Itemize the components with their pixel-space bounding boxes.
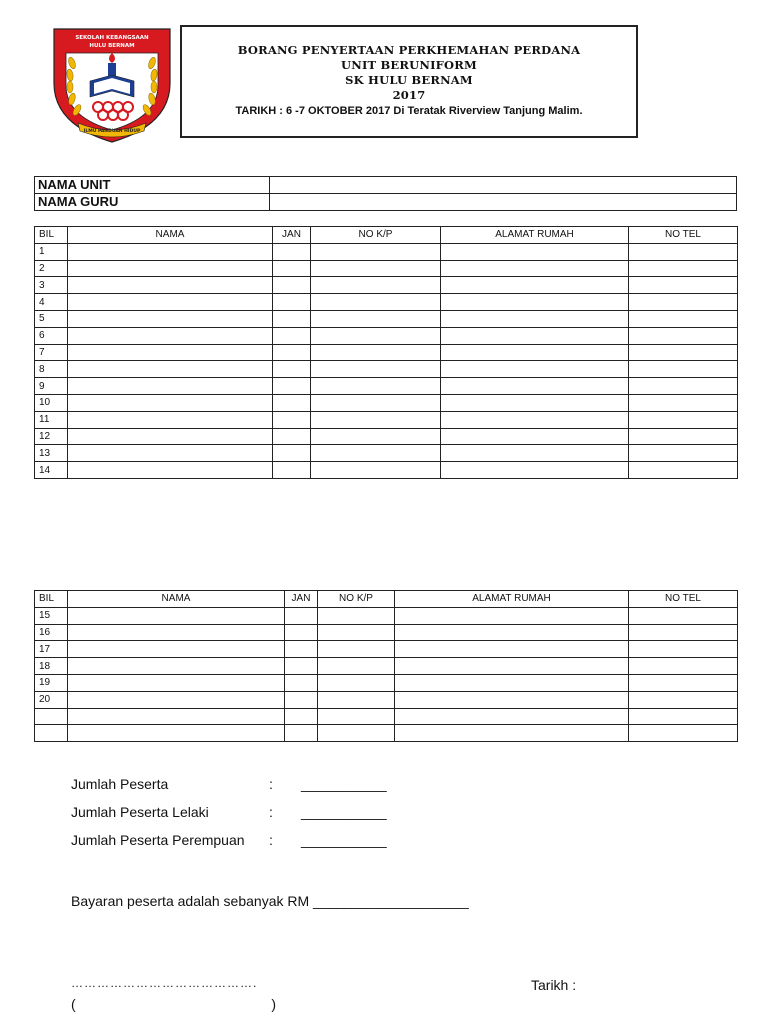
crest-mid-text: HULU BERNAM (89, 43, 135, 49)
nama-cell[interactable] (68, 708, 285, 725)
alamat-cell[interactable] (395, 674, 629, 691)
alamat-cell[interactable] (441, 310, 629, 327)
payment-statement: Bayaran peserta adalah sebanyak RM ____________________ (71, 893, 469, 909)
unit-name-row (35, 177, 737, 194)
jan-cell[interactable] (273, 310, 311, 327)
nama-cell[interactable] (68, 394, 273, 411)
nama-cell[interactable] (68, 624, 285, 641)
notel-cell[interactable] (629, 327, 738, 344)
signature-line[interactable]: ……………………………………. (71, 976, 258, 990)
notel-cell[interactable] (629, 344, 738, 361)
bil-cell: 4 (35, 294, 68, 311)
bil-cell: 7 (35, 344, 68, 361)
col-header-notel: NO TEL (629, 591, 738, 608)
jan-cell[interactable] (273, 277, 311, 294)
table-row (35, 607, 738, 624)
jan-cell[interactable] (285, 674, 318, 691)
alamat-cell[interactable] (441, 378, 629, 395)
colon: : (269, 776, 273, 792)
nama-cell[interactable] (68, 428, 273, 445)
male-participants-field[interactable]: ___________ (301, 804, 387, 820)
nama-cell[interactable] (68, 462, 273, 479)
notel-cell[interactable] (629, 624, 738, 641)
nokp-cell[interactable] (311, 445, 441, 462)
nokp-cell[interactable] (318, 691, 395, 708)
notel-cell[interactable] (629, 445, 738, 462)
table-row (35, 394, 738, 411)
alamat-cell[interactable] (441, 260, 629, 277)
form-event-date: TARIKH : 6 -7 OKTOBER 2017 Di Teratak Riverview Tanjung Malim. (235, 105, 583, 117)
nokp-cell[interactable] (318, 607, 395, 624)
nokp-cell[interactable] (318, 624, 395, 641)
col-header-alamat: ALAMAT RUMAH (441, 227, 629, 244)
nokp-cell[interactable] (318, 725, 395, 742)
table-row (35, 260, 738, 277)
total-participants-field[interactable]: ___________ (301, 776, 387, 792)
colon: : (269, 804, 273, 820)
nokp-cell[interactable] (311, 260, 441, 277)
notel-cell[interactable] (629, 378, 738, 395)
bil-cell: 3 (35, 277, 68, 294)
nama-cell[interactable] (68, 361, 273, 378)
table-row (35, 310, 738, 327)
bil-cell: 15 (35, 607, 68, 624)
nokp-cell[interactable] (311, 428, 441, 445)
bil-cell: 10 (35, 394, 68, 411)
jan-cell[interactable] (285, 708, 318, 725)
notel-cell[interactable] (629, 310, 738, 327)
jan-cell[interactable] (285, 641, 318, 658)
alamat-cell[interactable] (441, 327, 629, 344)
bil-cell: 2 (35, 260, 68, 277)
notel-cell[interactable] (629, 243, 738, 260)
col-header-bil: BIL (35, 591, 68, 608)
table-row (35, 708, 738, 725)
notel-cell[interactable] (629, 607, 738, 624)
teacher-name-field[interactable] (270, 194, 737, 211)
notel-cell[interactable] (629, 691, 738, 708)
notel-cell[interactable] (629, 725, 738, 742)
nokp-cell[interactable] (318, 658, 395, 675)
jan-cell[interactable] (285, 691, 318, 708)
notel-cell[interactable] (629, 277, 738, 294)
nama-cell[interactable] (68, 344, 273, 361)
col-header-notel: NO TEL (629, 227, 738, 244)
jan-cell[interactable] (273, 361, 311, 378)
notel-cell[interactable] (629, 428, 738, 445)
form-unit: UNIT BERUNIFORM (341, 58, 477, 72)
notel-cell[interactable] (629, 394, 738, 411)
bil-cell: 8 (35, 361, 68, 378)
jan-cell[interactable] (273, 462, 311, 479)
nama-cell[interactable] (68, 641, 285, 658)
nokp-cell[interactable] (311, 243, 441, 260)
date-label: Tarikh : (531, 977, 577, 993)
nama-cell[interactable] (68, 243, 273, 260)
nama-cell[interactable] (68, 691, 285, 708)
nokp-cell[interactable] (311, 277, 441, 294)
nokp-cell[interactable] (311, 462, 441, 479)
bil-cell: 11 (35, 411, 68, 428)
jan-cell[interactable] (273, 243, 311, 260)
table-row (35, 361, 738, 378)
nokp-cell[interactable] (311, 411, 441, 428)
table-row (35, 428, 738, 445)
colon: : (269, 832, 273, 848)
table-row (35, 462, 738, 479)
alamat-cell[interactable] (395, 641, 629, 658)
female-participants-field[interactable]: ___________ (301, 832, 387, 848)
table-row (35, 327, 738, 344)
crest-motto-text: ILMU PANDUAN HIDUP (83, 129, 141, 134)
notel-cell[interactable] (629, 411, 738, 428)
jan-cell[interactable] (285, 624, 318, 641)
jan-cell[interactable] (273, 327, 311, 344)
close-paren: ) (271, 996, 276, 1012)
col-header-alamat: ALAMAT RUMAH (395, 591, 629, 608)
form-school: SK HULU BERNAM (345, 73, 473, 87)
bil-cell (35, 708, 68, 725)
alamat-cell[interactable] (441, 243, 629, 260)
form-title: BORANG PENYERTAAN PERKHEMAHAN PERDANA (237, 43, 581, 57)
table-row (35, 411, 738, 428)
unit-name-label: NAMA UNIT (35, 177, 270, 194)
notel-cell[interactable] (629, 462, 738, 479)
col-header-jan: JAN (285, 591, 318, 608)
bil-cell: 14 (35, 462, 68, 479)
bil-cell: 6 (35, 327, 68, 344)
jan-cell[interactable] (273, 260, 311, 277)
jan-cell[interactable] (273, 394, 311, 411)
table-row (35, 294, 738, 311)
col-header-nama: NAMA (68, 591, 285, 608)
alamat-cell[interactable] (395, 624, 629, 641)
jan-cell[interactable] (285, 607, 318, 624)
alamat-cell[interactable] (441, 361, 629, 378)
alamat-cell[interactable] (441, 445, 629, 462)
bil-cell: 19 (35, 674, 68, 691)
alamat-cell[interactable] (441, 394, 629, 411)
jan-cell[interactable] (273, 344, 311, 361)
jan-cell[interactable] (273, 294, 311, 311)
alamat-cell[interactable] (441, 277, 629, 294)
bil-cell: 20 (35, 691, 68, 708)
alamat-cell[interactable] (395, 708, 629, 725)
table-header-row (35, 227, 738, 244)
bil-cell (35, 725, 68, 742)
alamat-cell[interactable] (441, 462, 629, 479)
participant-table-2 (34, 590, 738, 742)
col-header-nama: NAMA (68, 227, 273, 244)
table-row (35, 378, 738, 395)
nama-cell[interactable] (68, 674, 285, 691)
total-participants-label: Jumlah Peserta (71, 776, 169, 792)
nama-cell[interactable] (68, 607, 285, 624)
bil-cell: 13 (35, 445, 68, 462)
bil-cell: 17 (35, 641, 68, 658)
signature-name-parentheses (71, 996, 276, 1012)
nokp-cell[interactable] (311, 394, 441, 411)
nokp-cell[interactable] (311, 361, 441, 378)
table-row (35, 658, 738, 675)
jan-cell[interactable] (273, 428, 311, 445)
nama-cell[interactable] (68, 725, 285, 742)
alamat-cell[interactable] (395, 725, 629, 742)
alamat-cell[interactable] (395, 658, 629, 675)
male-participants-label: Jumlah Peserta Lelaki (71, 804, 209, 820)
open-paren: ( (71, 996, 76, 1012)
nama-cell[interactable] (68, 658, 285, 675)
alamat-cell[interactable] (395, 607, 629, 624)
nokp-cell[interactable] (318, 708, 395, 725)
notel-cell[interactable] (629, 674, 738, 691)
nokp-cell[interactable] (311, 294, 441, 311)
school-crest-logo (48, 25, 176, 145)
table-row (35, 641, 738, 658)
nokp-cell[interactable] (318, 641, 395, 658)
bil-cell: 1 (35, 243, 68, 260)
jan-cell[interactable] (273, 378, 311, 395)
col-header-jan: JAN (273, 227, 311, 244)
nama-cell[interactable] (68, 327, 273, 344)
nama-cell[interactable] (68, 294, 273, 311)
nokp-cell[interactable] (311, 327, 441, 344)
participant-table-1 (34, 226, 738, 479)
notel-cell[interactable] (629, 361, 738, 378)
jan-cell[interactable] (285, 725, 318, 742)
nama-cell[interactable] (68, 260, 273, 277)
nokp-cell[interactable] (311, 344, 441, 361)
jan-cell[interactable] (273, 411, 311, 428)
table-row (35, 624, 738, 641)
jan-cell[interactable] (273, 445, 311, 462)
jan-cell[interactable] (285, 658, 318, 675)
form-year: 2017 (392, 88, 426, 102)
alamat-cell[interactable] (441, 428, 629, 445)
col-header-nokp: NO K/P (318, 591, 395, 608)
alamat-cell[interactable] (395, 691, 629, 708)
col-header-bil: BIL (35, 227, 68, 244)
crest-top-text: SEKOLAH KEBANGSAAN (75, 35, 149, 41)
bil-cell: 12 (35, 428, 68, 445)
bil-cell: 18 (35, 658, 68, 675)
table-row (35, 243, 738, 260)
notel-cell[interactable] (629, 658, 738, 675)
table-header-row (35, 591, 738, 608)
alamat-cell[interactable] (441, 411, 629, 428)
female-participants-label: Jumlah Peserta Perempuan (71, 832, 245, 848)
nama-cell[interactable] (68, 277, 273, 294)
notel-cell[interactable] (629, 260, 738, 277)
nokp-cell[interactable] (311, 310, 441, 327)
teacher-name-label: NAMA GURU (35, 194, 270, 211)
alamat-cell[interactable] (441, 344, 629, 361)
col-header-nokp: NO K/P (311, 227, 441, 244)
table-row (35, 277, 738, 294)
unit-name-field[interactable] (270, 177, 737, 194)
bil-cell: 16 (35, 624, 68, 641)
notel-cell[interactable] (629, 708, 738, 725)
table-row (35, 344, 738, 361)
bil-cell: 9 (35, 378, 68, 395)
alamat-cell[interactable] (441, 294, 629, 311)
bil-cell: 5 (35, 310, 68, 327)
table-row (35, 691, 738, 708)
table-row (35, 674, 738, 691)
table-row (35, 445, 738, 462)
unit-info-table (34, 176, 737, 211)
nama-cell[interactable] (68, 411, 273, 428)
form-title-box (180, 25, 638, 138)
notel-cell[interactable] (629, 294, 738, 311)
nokp-cell[interactable] (318, 674, 395, 691)
table-row (35, 725, 738, 742)
nama-cell[interactable] (68, 445, 273, 462)
nokp-cell[interactable] (311, 378, 441, 395)
notel-cell[interactable] (629, 641, 738, 658)
teacher-name-row (35, 194, 737, 211)
nama-cell[interactable] (68, 378, 273, 395)
nama-cell[interactable] (68, 310, 273, 327)
